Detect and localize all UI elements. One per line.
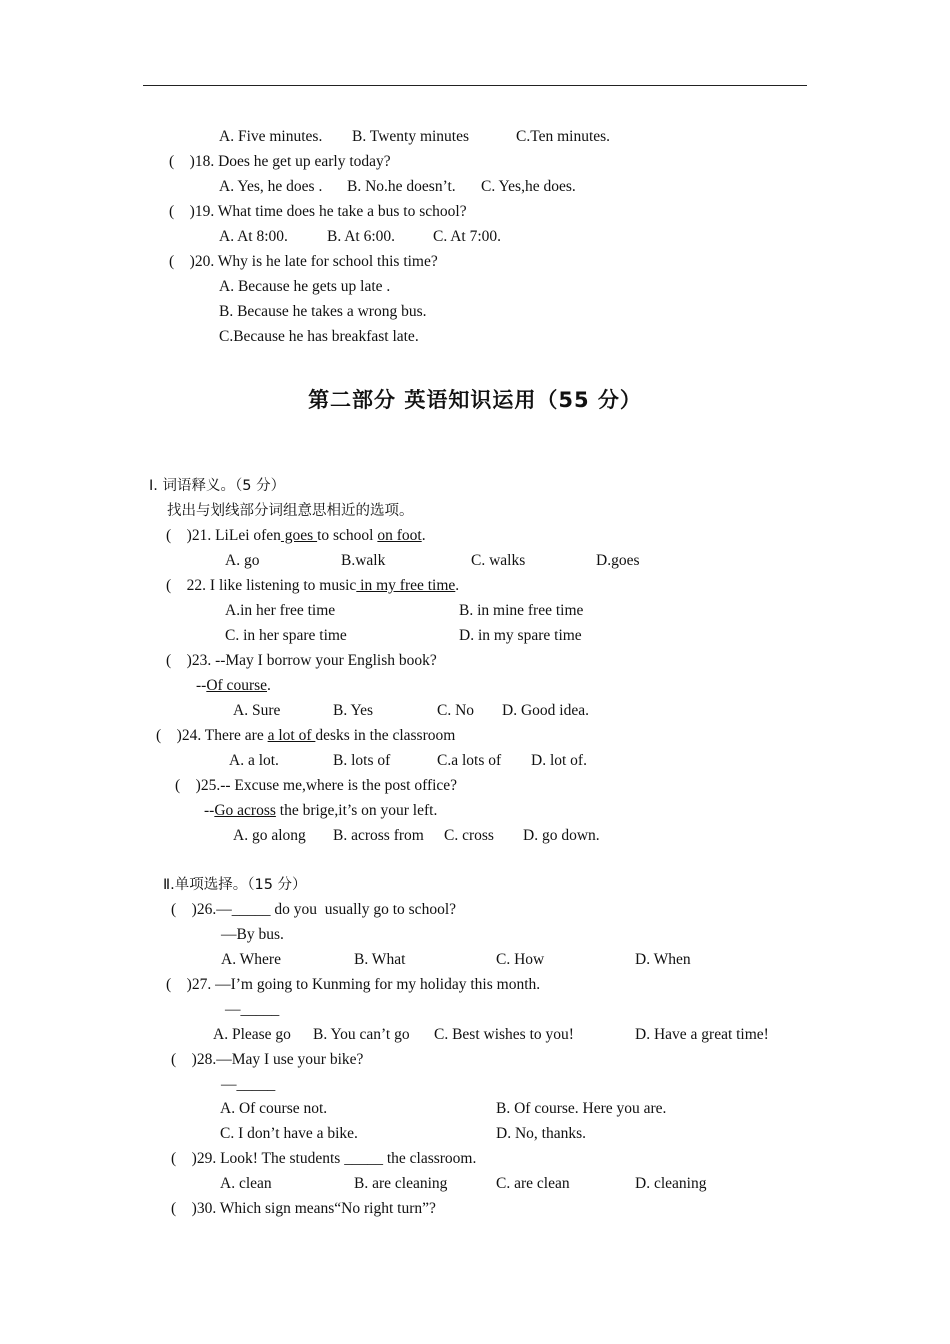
- q21-option-b[interactable]: B.walk: [341, 552, 386, 569]
- q26-question: ( )26.—_____ do you usually go to school?: [171, 901, 457, 918]
- q23-reply: --Of course.: [196, 677, 271, 694]
- q20-option-a[interactable]: A. Because he gets up late .: [219, 278, 391, 295]
- section2-heading: Ⅱ.单项选择。（15 分）: [163, 877, 307, 893]
- header-rule: [143, 85, 807, 86]
- q18-option-b[interactable]: B. No.he doesn’t.: [347, 178, 456, 195]
- q22-option-c[interactable]: C. in her spare time: [225, 627, 347, 644]
- q26-option-d[interactable]: D. When: [635, 951, 691, 968]
- q28-option-d[interactable]: D. No, thanks.: [496, 1125, 586, 1142]
- q23-option-d[interactable]: D. Good idea.: [502, 702, 589, 719]
- q29-option-a[interactable]: A. clean: [220, 1175, 272, 1192]
- q26-option-b[interactable]: B. What: [354, 951, 406, 968]
- q25-option-c[interactable]: C. cross: [444, 827, 494, 844]
- q23-question: ( )23. --May I borrow your English book?: [166, 652, 437, 669]
- q28-question: ( )28.—May I use your bike?: [171, 1051, 364, 1068]
- q27-option-d[interactable]: D. Have a great time!: [635, 1026, 769, 1043]
- q21-option-a[interactable]: A. go: [225, 552, 260, 569]
- q21-question: ( )21. LiLei ofen goes to school on foot.: [166, 527, 426, 544]
- q19-option-a[interactable]: A. At 8:00.: [219, 228, 288, 245]
- q27-option-b[interactable]: B. You can’t go: [313, 1026, 410, 1043]
- q22-underlined-phrase: in my free time: [356, 577, 456, 594]
- q24-option-c[interactable]: C.a lots of: [437, 752, 502, 769]
- q23-option-a[interactable]: A. Sure: [233, 702, 281, 719]
- q21-underlined-goes: goes: [280, 527, 318, 544]
- q29-option-d[interactable]: D. cleaning: [635, 1175, 707, 1192]
- q18-option-a[interactable]: A. Yes, he does .: [219, 178, 323, 195]
- q23-option-b[interactable]: B. Yes: [333, 702, 374, 719]
- q26-option-c[interactable]: C. How: [496, 951, 545, 968]
- q17-option-c[interactable]: C.Ten minutes.: [516, 128, 611, 145]
- q27-option-c[interactable]: C. Best wishes to you!: [434, 1026, 574, 1043]
- q25-underlined-phrase: Go across: [214, 802, 276, 819]
- q29-option-c[interactable]: C. are clean: [496, 1175, 570, 1192]
- q30-question: ( )30. Which sign means“No right turn”?: [171, 1200, 436, 1217]
- q29-question: ( )29. Look! The students _____ the classroom.: [171, 1150, 477, 1167]
- q25-option-a[interactable]: A. go along: [233, 827, 306, 844]
- q25-question: ( )25.-- Excuse me,where is the post office?: [175, 777, 458, 794]
- q18-option-c[interactable]: C. Yes,he does.: [481, 178, 576, 195]
- q22-option-b[interactable]: B. in mine free time: [459, 602, 584, 619]
- q29-option-b[interactable]: B. are cleaning: [354, 1175, 448, 1192]
- q25-option-d[interactable]: D. go down.: [523, 827, 600, 844]
- q27-reply: —_____: [225, 1001, 280, 1018]
- q23-option-c[interactable]: C. No: [437, 702, 475, 719]
- q21-option-c[interactable]: C. walks: [471, 552, 526, 569]
- q18-question: ( )18. Does he get up early today?: [169, 153, 391, 170]
- q26-option-a[interactable]: A. Where: [221, 951, 281, 968]
- q24-option-d[interactable]: D. lot of.: [531, 752, 587, 769]
- q27-question: ( )27. —I’m going to Kunming for my holiday this month.: [166, 976, 541, 993]
- q24-option-b[interactable]: B. lots of: [333, 752, 391, 769]
- section1-heading: Ⅰ. 词语释义。（5 分）: [149, 478, 286, 494]
- section1-instruction: 找出与划线部分词组意思相近的选项。: [167, 503, 414, 519]
- q23-underlined-phrase: Of course: [206, 677, 268, 694]
- q28-option-a[interactable]: A. Of course not.: [220, 1100, 328, 1117]
- q28-option-c[interactable]: C. I don’t have a bike.: [220, 1125, 358, 1142]
- part2-title: 第二部分 英语知识运用（55 分）: [308, 388, 642, 412]
- q17-option-b[interactable]: B. Twenty minutes: [352, 128, 470, 145]
- q28-option-b[interactable]: B. Of course. Here you are.: [496, 1100, 667, 1117]
- q21-option-d[interactable]: D.goes: [596, 552, 640, 569]
- q24-underlined-phrase: a lot of: [267, 727, 316, 744]
- q26-reply: —By bus.: [221, 926, 284, 943]
- q20-option-c[interactable]: C.Because he has breakfast late.: [219, 328, 419, 345]
- q27-option-a[interactable]: A. Please go: [213, 1026, 291, 1043]
- q22-option-d[interactable]: D. in my spare time: [459, 627, 582, 644]
- q21-underlined-on-foot: on foot: [377, 527, 422, 544]
- q22-question: ( 22. I like listening to music in my free time.: [166, 577, 460, 594]
- q25-reply: --Go across the brige,it’s on your left.: [204, 802, 438, 819]
- q22-option-a[interactable]: A.in her free time: [225, 602, 336, 619]
- q20-option-b[interactable]: B. Because he takes a wrong bus.: [219, 303, 427, 320]
- q24-question: ( )24. There are a lot of desks in the classroom: [156, 727, 456, 744]
- q24-option-a[interactable]: A. a lot.: [229, 752, 279, 769]
- q28-reply: —_____: [221, 1076, 276, 1093]
- q19-question: ( )19. What time does he take a bus to school?: [169, 203, 467, 220]
- q19-option-c[interactable]: C. At 7:00.: [433, 228, 502, 245]
- q17-option-a[interactable]: A. Five minutes.: [219, 128, 323, 145]
- q25-option-b[interactable]: B. across from: [333, 827, 424, 844]
- q19-option-b[interactable]: B. At 6:00.: [327, 228, 396, 245]
- q20-question: ( )20. Why is he late for school this time?: [169, 253, 438, 270]
